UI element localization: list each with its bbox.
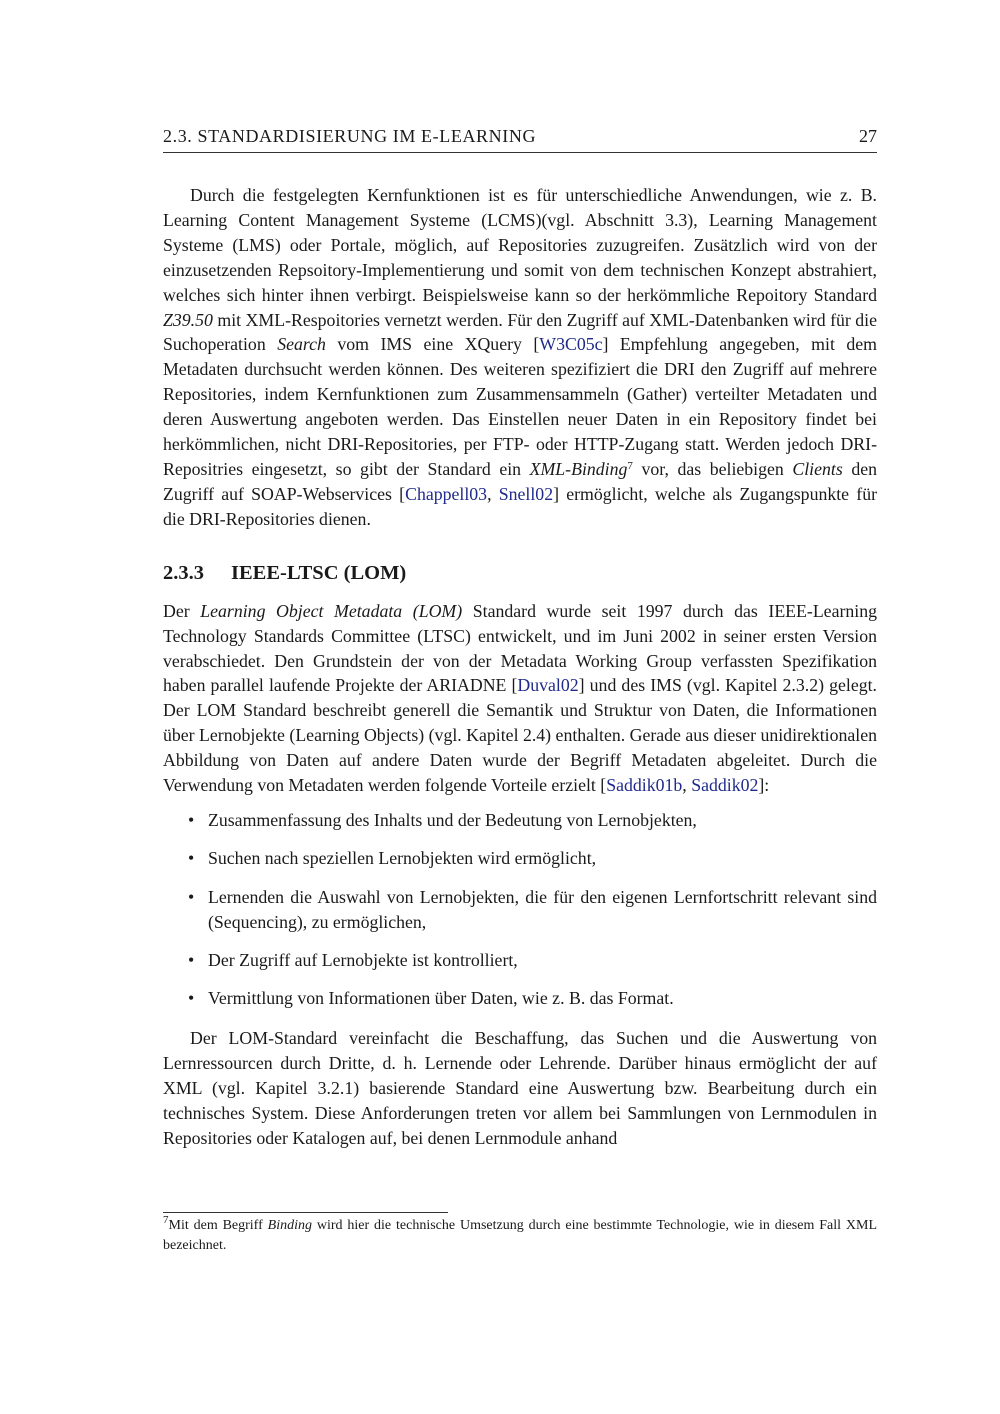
footnote-marker[interactable]: 7 bbox=[627, 459, 633, 472]
citation-saddik02[interactable]: Saddik02 bbox=[691, 775, 759, 796]
page-number: 27 bbox=[859, 126, 877, 146]
citation-chappell03[interactable]: Chappell03 bbox=[405, 483, 488, 504]
list-item: • Der Zugriff auf Lernobjekte ist kontrolliert, bbox=[163, 948, 877, 973]
running-header bbox=[163, 126, 877, 153]
citation-w3c05c[interactable]: W3C05c bbox=[539, 334, 603, 355]
emphasis-search: Search bbox=[277, 334, 326, 355]
citation-saddik01b[interactable]: Saddik01b bbox=[606, 775, 683, 796]
section-number: 2.3.3 bbox=[163, 561, 204, 584]
emphasis-z3950: Z39.50 bbox=[163, 309, 213, 330]
paragraph-lom-benefits: Der LOM-Standard vereinfacht die Beschaffung, das Suchen und die Auswertung von Lernressourcen durch Dritte, d. h. Lernende oder Lehrende. Darüber hinaus ermöglicht der auf XML (vgl. Kapitel 3.2.1) basierende Standard eine Auswertung bzw. Bearbeitung durch ein technisches System. Diese Anforderungen treten vor allem bei Sammlungen von Lernmodulen in Repositories oder Katalogen auf, bei denen Lernmodule anhand bbox=[163, 1028, 877, 1148]
paragraph-lom-intro: Der Learning Object Metadata (LOM) Standard wurde seit 1997 durch das IEEE-Learning Technology Standards Committee (LTSC) entwickelt, und im Juni 2002 in seiner ersten Version verabschiedet. Den Grundstein der von der Metadata Working Group verfassten Spezifikation haben parallel laufende Projekte der ARIADNE [Duval02] und des IMS (vgl. Kapitel 2.3.2) gelegt. Der LOM Standard beschreibt generell die Semantik und Struktur von Daten, die Informationen über Lernobjekte (Learning Objects) (vgl. Kapitel 2.4) enthalten. Gerade aus dieser unidirektionalen Abbildung von Daten auf andere Daten wurde der Begriff Metadaten abgeleitet. Durch die Verwendung von Metadaten werden folgende Vorteile erzielt [Saddik01b, Saddik02]: bbox=[163, 600, 878, 796]
header-section-title: 2.3. STANDARDISIERUNG IM E-LEARNING bbox=[163, 126, 537, 146]
emphasis-clients: Clients bbox=[792, 458, 843, 479]
section-heading bbox=[163, 559, 877, 587]
citation-snell02[interactable]: Snell02 bbox=[498, 483, 554, 504]
advantages-list bbox=[163, 808, 877, 1011]
paragraph-dri-core-functions: Durch die festgelegten Kernfunktionen ist es für unterschiedliche Anwendungen, wie z. B. Learning Content Management Systeme (LCMS)(vgl. Abschnitt 3.3), Learning Management Systeme (LMS) oder Portale, möglich, auf Repositories zuzugreifen. Zusätzlich wird von der einzusetzenden Repsoitory-Implementierung und somit von dem technischen Konzept abstrahiert, welches sich hinter ihnen verbirgt. Beispielsweise kann so der herkömmliche Repoitory Standard Z39.50 mit XML-Respoitories vernetzt werden. Für den Zugriff auf XML-Datenbanken wird für die Suchoperation Search vom IMS eine XQuery [W3C05c] Empfehlung angegeben, mit dem Metadaten durchsucht werden können. Des weiteren spezifiziert die DRI den Zugriff auf mehrere Repositories, indem Kernfunktionen zum Zusammensammeln (Gather) verteilter Metadaten und deren Auswertung angeboten werden. Das Einstellen neuer Daten in ein Repository findet bei herkömmlichen, nicht DRI-Repositories, per FTP- oder HTTP-Zugang statt. Werden jedoch DRI-Repositries eingesetzt, so gibt der Standard ein XML-Binding$^7$ vor, das beliebigen Clients den Zugriff auf SOAP-Webservices [Chappell03, Snell02] ermöglicht, welche als Zugangspunkte für die DRI-Repositories dienen. bbox=[163, 185, 878, 529]
list-item: • Suchen nach speziellen Lernobjekten wird ermöglicht, bbox=[163, 846, 877, 871]
citation-duval02[interactable]: Duval02 bbox=[517, 675, 579, 696]
footnote-divider bbox=[163, 1212, 448, 1213]
emphasis-binding: Binding bbox=[267, 1218, 312, 1233]
main-text bbox=[163, 183, 877, 1151]
footnote: $^7$Mit dem Begriff Binding wird hier die technische Umsetzung durch eine bestimmte Technologie, wie in diesem Fall XML bezeichnet. bbox=[163, 1214, 877, 1253]
footnote-number: 7 bbox=[163, 1214, 169, 1226]
emphasis-lom: Learning Object Metadata (LOM) bbox=[200, 600, 463, 621]
list-item: • Vermittlung von Informationen über Daten, wie z. B. das Format. bbox=[163, 986, 877, 1011]
list-item: • Zusammenfassung des Inhalts und der Bedeutung von Lernobjekten, bbox=[163, 808, 877, 833]
section-title: IEEE-LTSC (LOM) bbox=[231, 561, 407, 584]
emphasis-xml-binding: XML-Binding bbox=[529, 458, 628, 479]
list-item: • Lernenden die Auswahl von Lernobjekten, die für den eigenen Lernfortschritt relevant sind (Sequencing), zu ermöglichen, bbox=[163, 885, 877, 935]
